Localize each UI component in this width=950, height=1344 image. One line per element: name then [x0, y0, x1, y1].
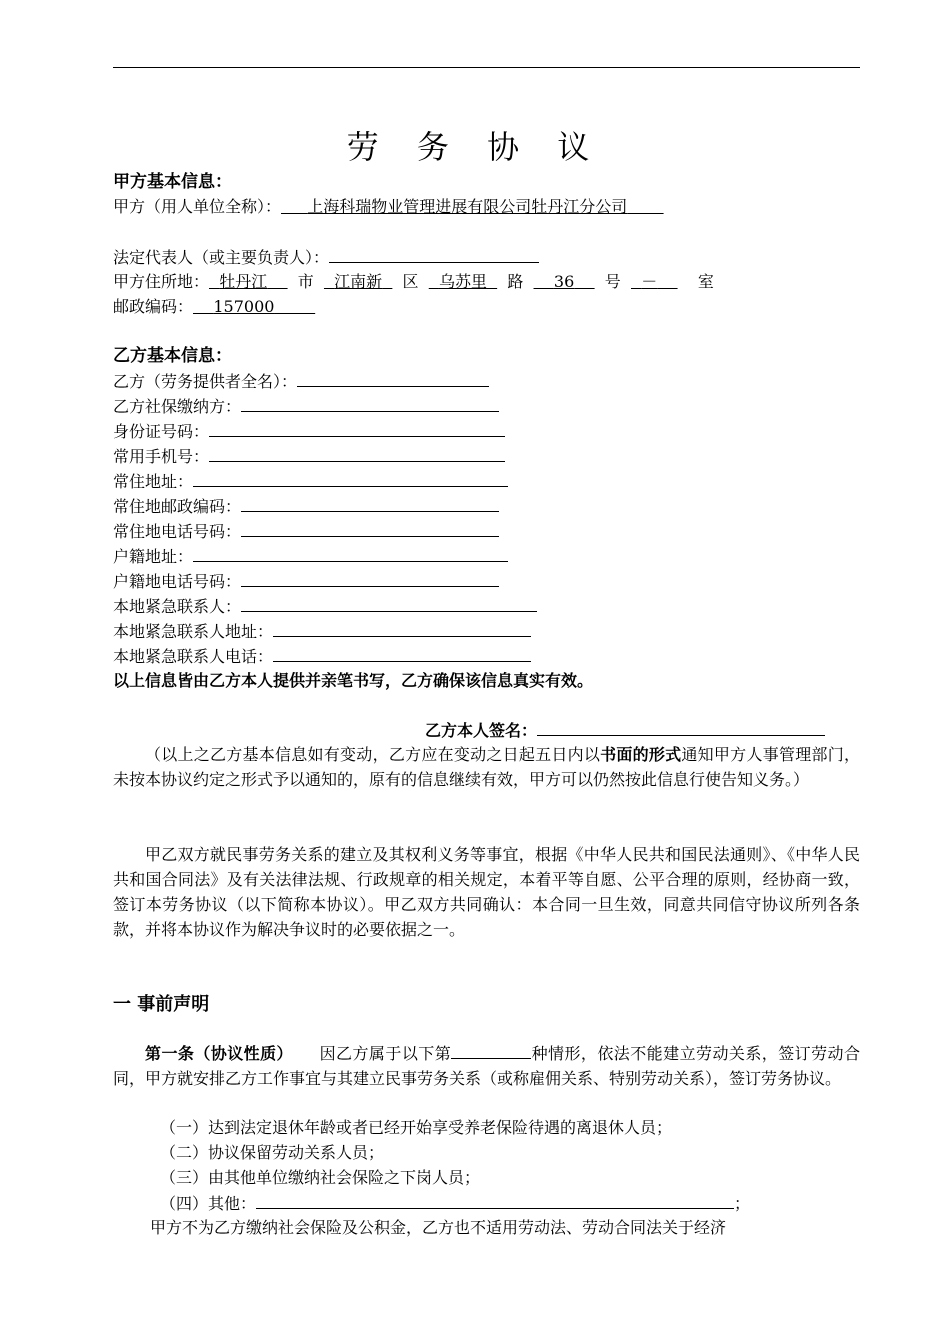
article-1-item: （一）达到法定退休年龄或者已经开始享受养老保险待遇的离退休人员；: [160, 1118, 673, 1137]
item-4-other-field[interactable]: [256, 1191, 734, 1209]
party-b-field-label: 乙方（劳务提供者全名）：: [113, 372, 298, 391]
party-a-postcode[interactable]: 157000: [213, 297, 275, 316]
party-b-tel-input[interactable]: [241, 519, 499, 537]
change-notice: [113, 742, 860, 792]
notice-text-1: （以上之乙方基本信息如有变动，乙方应在变动之日起五日内以: [145, 745, 601, 764]
notice-text-2: 通知甲方人事管理部门，未按本协议约定之形式予以通知的，原有的信息继续有效，甲方可以仍然按此信息行使告知义务。）: [113, 745, 860, 789]
article-1-item: （二）协议保留劳动关系人员；: [160, 1143, 385, 1162]
party-b-field-row: [113, 419, 505, 443]
party-b-field-row: [113, 444, 505, 468]
party-b-confirm: 以上信息皆由乙方本人提供并亲笔书写，乙方确保该信息真实有效。: [113, 671, 594, 690]
party-b-field-row: [113, 594, 537, 618]
party-b-hukou-tel-input[interactable]: [241, 569, 499, 587]
party-b-field-label: 常用手机号：: [113, 447, 210, 466]
header-rule: [113, 67, 860, 68]
article-1-item: （三）由其他单位缴纳社会保险之下岗人员；: [160, 1168, 481, 1187]
party-b-name-input[interactable]: [297, 369, 489, 387]
party-b-field-label: 本地紧急联系人：: [113, 597, 242, 616]
party-b-field-label: 本地紧急联系人电话：: [113, 647, 274, 666]
party-b-field-label: 本地紧急联系人地址：: [113, 622, 274, 641]
party-b-emergency-input[interactable]: [241, 594, 537, 612]
party-b-field-label: 身份证号码：: [113, 422, 210, 441]
party-a-rep-label: 法定代表人（或主要负责人）：: [113, 248, 330, 267]
party-a-name-label: 甲方（用人单位全称）：: [113, 197, 282, 216]
preamble: 甲乙双方就民事劳务关系的建立及其权利义务等事宜，根据《中华人民共和国民法通则》、《中华人民共和国合同法》及有关法律法规、行政规章的相关规定，本着平等自愿、公平合理的原则，经协商一致，签订本劳务协议（以下简称本协议）。甲乙双方共同确认：本合同一旦生效，同意共同信守协议所列各条款，并将本协议作为解决争议时的必要依据之一。: [113, 845, 860, 939]
party-b-field-row: [113, 369, 489, 393]
party-a-name-line: [113, 195, 664, 219]
room-unit: 室: [697, 272, 714, 291]
number-unit: 号: [604, 272, 621, 291]
party-b-field-row: [113, 394, 499, 418]
party-b-postcode-input[interactable]: [241, 494, 499, 512]
signature-line: [425, 718, 825, 742]
party-b-field-label: 常住地电话号码：: [113, 522, 242, 541]
article-1-item-other: [160, 1191, 750, 1215]
party-a-city[interactable]: 牡丹江: [219, 272, 268, 291]
party-a-rep-field[interactable]: [329, 245, 539, 263]
party-a-road[interactable]: 乌苏里: [438, 272, 487, 291]
party-b-field-row: [113, 644, 531, 668]
party-b-emergency-tel-input[interactable]: [273, 644, 531, 662]
party-a-name-value[interactable]: 上海科瑞物业管理进展有限公司牡丹江分公司: [307, 197, 628, 216]
party-a-rep-line: [113, 245, 539, 269]
party-b-heading: 乙方基本信息：: [113, 346, 232, 366]
party-b-field-label: 乙方社保缴纳方：: [113, 397, 242, 416]
party-b-field-row: [113, 469, 508, 493]
party-b-phone-input[interactable]: [209, 444, 505, 462]
notice-bold: 书面的形式: [600, 745, 682, 764]
section-1-heading: 一 事前声明: [113, 994, 210, 1015]
case-number-field[interactable]: [451, 1041, 531, 1059]
party-b-insurance-input[interactable]: [241, 394, 499, 412]
party-b-field-row: [113, 544, 508, 568]
party-b-field-label: 户籍地址：: [113, 547, 194, 566]
party-a-address-line: [113, 270, 714, 294]
party-b-id-input[interactable]: [209, 419, 505, 437]
party-b-field-label: 常住地邮政编码：: [113, 497, 242, 516]
party-a-address-label: 甲方住所地：: [113, 272, 210, 291]
party-a-room[interactable]: －: [641, 272, 658, 291]
party-a-number[interactable]: 36: [553, 272, 575, 291]
party-a-postcode-label: 邮政编码：: [113, 297, 194, 316]
item-4-end: ；: [734, 1194, 751, 1213]
party-a-district[interactable]: 江南新: [334, 272, 383, 291]
article-1: [113, 1041, 860, 1091]
party-b-field-row: [113, 494, 499, 518]
party-b-field-row: [113, 519, 499, 543]
party-b-field-label: 常住地址：: [113, 472, 194, 491]
party-b-address-input[interactable]: [193, 469, 508, 487]
district-unit: 区: [402, 272, 419, 291]
article-1-text-a: 因乙方属于以下第: [319, 1044, 452, 1063]
article-1-title: 第一条（协议性质）: [145, 1044, 293, 1063]
road-unit: 路: [507, 272, 524, 291]
city-unit: 市: [297, 272, 314, 291]
item-4-label: （四）其他：: [160, 1194, 257, 1213]
party-b-field-label: 户籍地电话号码：: [113, 572, 242, 591]
article-1-last-line: 甲方不为乙方缴纳社会保险及公积金，乙方也不适用劳动法、劳动合同法关于经济: [150, 1218, 727, 1237]
party-a-postcode-line: [113, 295, 315, 319]
party-b-field-row: [113, 569, 499, 593]
document-title: 劳 务 协 议: [346, 128, 604, 166]
article-1-text-b: 种情形，依法不能建立劳动关系，签订劳动合同，甲方就安排乙方工作事宜与其建立民事劳务关系（或称雇佣关系、特别劳动关系），签订劳务协议。: [113, 1044, 860, 1088]
party-b-emergency-addr-input[interactable]: [273, 619, 531, 637]
party-b-hukou-input[interactable]: [193, 544, 508, 562]
signature-label: 乙方本人签名：: [425, 721, 538, 740]
party-a-heading: 甲方基本信息：: [113, 172, 232, 192]
signature-field[interactable]: [537, 718, 825, 736]
party-b-field-row: [113, 619, 531, 643]
